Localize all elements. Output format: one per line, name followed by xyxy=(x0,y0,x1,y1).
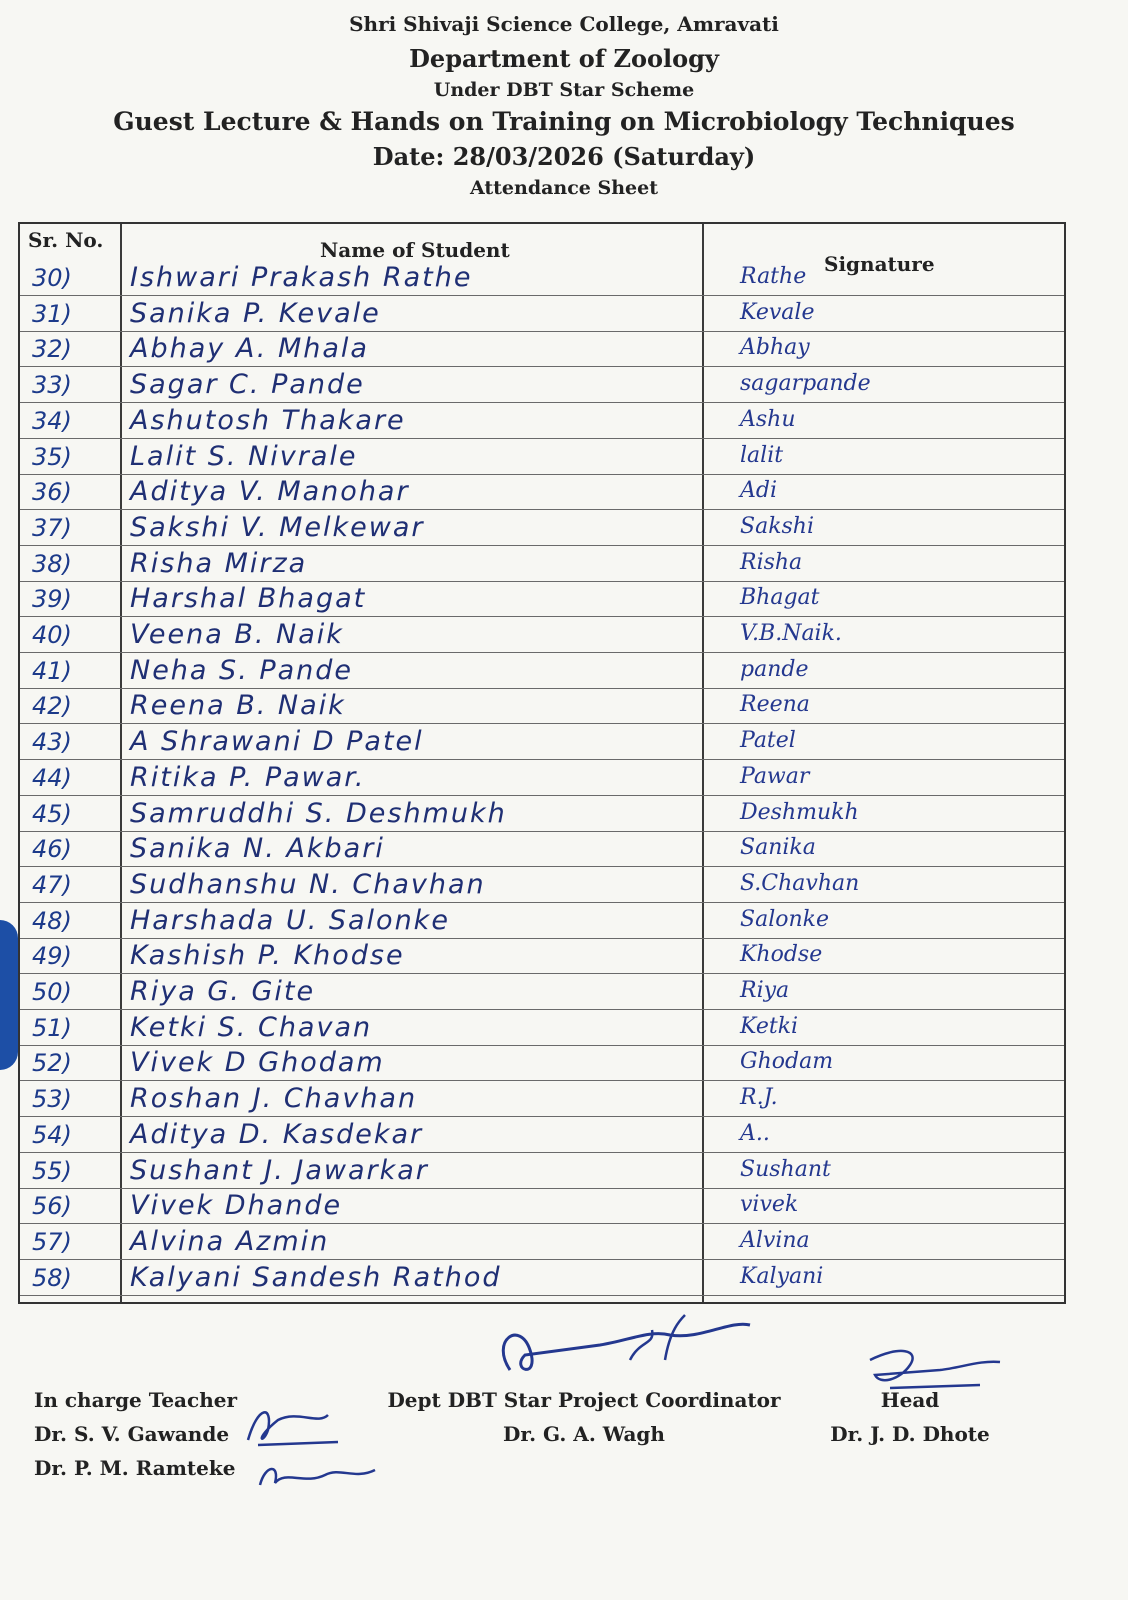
serial-number: 47) xyxy=(32,870,72,899)
table-row xyxy=(20,1153,1064,1189)
student-name: Sudhanshu N. Chavhan xyxy=(130,868,486,900)
student-name: Vivek D Ghodam xyxy=(130,1047,385,1079)
serial-number: 33) xyxy=(32,371,72,400)
student-name: Risha Mirza xyxy=(130,547,308,579)
student-signature: Sanika xyxy=(740,835,816,861)
table-row xyxy=(20,1045,1064,1081)
table-row xyxy=(20,831,1064,867)
student-signature: Adi xyxy=(740,478,778,504)
serial-number: 49) xyxy=(32,942,72,971)
coordinator-signature xyxy=(480,1300,760,1390)
table-row xyxy=(20,510,1064,546)
student-name: Roshan J. Chavhan xyxy=(130,1083,418,1115)
student-name: Kashish P. Khodse xyxy=(130,940,405,972)
table-row xyxy=(20,1117,1064,1153)
head-signature xyxy=(860,1340,1010,1400)
student-signature: Abhay xyxy=(740,335,810,361)
incharge-teacher-2: Dr. P. M. Ramteke xyxy=(34,1456,236,1480)
table-row xyxy=(20,724,1064,760)
student-signature: sagarpande xyxy=(740,371,871,397)
student-name: Sakshi V. Melkewar xyxy=(130,511,425,543)
table-row xyxy=(20,260,1064,296)
student-name: Aditya V. Manohar xyxy=(130,476,410,508)
table-row xyxy=(20,760,1064,796)
serial-number: 36) xyxy=(32,478,72,507)
attendance-table xyxy=(18,222,1066,1304)
table-row xyxy=(20,546,1064,582)
table-row xyxy=(20,1188,1064,1224)
serial-number: 42) xyxy=(32,692,72,721)
student-name: Harshal Bhagat xyxy=(130,583,367,615)
serial-number: 46) xyxy=(32,835,72,864)
serial-number: 44) xyxy=(32,763,72,792)
student-signature: Ashu xyxy=(740,406,796,432)
table-row xyxy=(20,653,1064,689)
serial-number: 35) xyxy=(32,442,72,471)
student-name: Samruddhi S. Deshmukh xyxy=(130,797,507,829)
student-name: Reena B. Naik xyxy=(130,690,346,722)
student-signature: Sushant xyxy=(740,1156,831,1182)
student-signature: R.J. xyxy=(740,1085,778,1111)
event-title: Guest Lecture & Hands on Training on Microbiology Techniques xyxy=(113,107,1015,136)
student-signature: Reena xyxy=(740,692,810,718)
serial-number: 53) xyxy=(32,1085,72,1114)
header-signature: Signature xyxy=(824,252,935,276)
student-signature: A.. xyxy=(740,1120,770,1146)
student-name: Ketki S. Chavan xyxy=(130,1011,373,1043)
student-signature: Deshmukh xyxy=(740,799,859,825)
serial-number: 31) xyxy=(32,299,72,328)
serial-number: 56) xyxy=(32,1192,72,1221)
incharge-title: In charge Teacher xyxy=(34,1388,237,1412)
table-row xyxy=(20,581,1064,617)
student-name: Aditya D. Kasdekar xyxy=(130,1118,424,1150)
incharge-teacher-1: Dr. S. V. Gawande xyxy=(34,1422,230,1446)
head-title: Head xyxy=(880,1388,940,1412)
student-signature: Rathe xyxy=(740,264,807,289)
student-name: Riya G. Gite xyxy=(130,976,316,1007)
department-name: Department of Zoology xyxy=(409,44,719,73)
student-signature: Kalyani xyxy=(740,1263,824,1289)
sheet-title: Attendance Sheet xyxy=(469,177,659,199)
sheet-header xyxy=(0,0,1128,199)
student-signature: Bhagat xyxy=(740,585,820,611)
serial-number: 45) xyxy=(32,799,72,828)
table-row xyxy=(20,974,1064,1010)
table-row xyxy=(20,688,1064,724)
student-signature: Pawar xyxy=(740,763,810,789)
serial-number: 58) xyxy=(32,1263,72,1292)
student-name: A Shrawani D Patel xyxy=(130,726,424,758)
table-row xyxy=(20,867,1064,903)
header-student-name: Name of Student xyxy=(320,238,510,262)
student-name: Vivek Dhande xyxy=(130,1190,343,1222)
student-name: Ashutosh Thakare xyxy=(130,404,406,436)
table-row xyxy=(20,1081,1064,1117)
serial-number: 41) xyxy=(32,656,72,685)
student-name: Sushant J. Jawarkar xyxy=(130,1154,429,1186)
student-signature: pande xyxy=(740,656,809,682)
table-row xyxy=(20,1224,1064,1260)
student-name: Kalyani Sandesh Rathod xyxy=(130,1261,502,1293)
student-signature: V.B.Naik. xyxy=(740,621,842,646)
incharge-signature-2 xyxy=(255,1455,385,1500)
table-row xyxy=(20,439,1064,475)
coordinator-title: Dept DBT Star Project Coordinator xyxy=(387,1388,781,1412)
student-signature: Sakshi xyxy=(740,513,815,539)
table-row xyxy=(20,903,1064,939)
serial-number: 39) xyxy=(32,585,72,614)
serial-number: 30) xyxy=(32,264,72,292)
table-row xyxy=(20,938,1064,974)
student-signature: lalit xyxy=(740,442,784,468)
serial-number: 34) xyxy=(32,406,72,435)
serial-number: 55) xyxy=(32,1156,72,1185)
scheme-name: Under DBT Star Scheme xyxy=(433,79,695,101)
student-signature: Khodse xyxy=(740,942,823,968)
serial-number: 32) xyxy=(32,335,72,364)
student-signature: Ketki xyxy=(740,1013,799,1039)
table-row xyxy=(20,474,1064,510)
serial-number: 50) xyxy=(32,978,72,1006)
student-name: Lalit S. Nivrale xyxy=(130,440,358,472)
coordinator-name: Dr. G. A. Wagh xyxy=(503,1422,665,1446)
project-coordinator xyxy=(384,1388,784,1456)
table-row xyxy=(20,331,1064,367)
serial-number: 48) xyxy=(32,906,72,935)
student-signature: Alvina xyxy=(740,1227,810,1253)
student-name: Sanika N. Akbari xyxy=(130,833,385,865)
student-signature: vivek xyxy=(740,1192,799,1218)
student-signature: Risha xyxy=(740,549,803,575)
header-sr-no: Sr. No. xyxy=(28,228,104,252)
serial-number: 40) xyxy=(32,621,72,649)
student-name: Harshada U. Salonke xyxy=(130,904,450,936)
table-row xyxy=(20,1260,1064,1296)
student-name: Abhay A. Mhala xyxy=(130,333,369,365)
student-name: Sanika P. Kevale xyxy=(130,297,381,329)
incharge-signature-1 xyxy=(238,1400,348,1450)
table-row xyxy=(20,296,1064,332)
serial-number: 57) xyxy=(32,1227,72,1256)
table-row xyxy=(20,367,1064,403)
student-signature: Riya xyxy=(740,978,790,1003)
student-name: Veena B. Naik xyxy=(130,619,344,650)
student-signature: Kevale xyxy=(740,299,815,325)
serial-number: 37) xyxy=(32,513,72,542)
serial-number: 38) xyxy=(32,549,72,578)
serial-number: 54) xyxy=(32,1120,72,1149)
student-name: Sagar C. Pande xyxy=(130,369,365,401)
serial-number: 43) xyxy=(32,728,72,757)
head-name: Dr. J. D. Dhote xyxy=(830,1422,990,1446)
table-row xyxy=(20,1010,1064,1046)
student-signature: Ghodam xyxy=(740,1049,834,1075)
event-date: Date: 28/03/2026 (Saturday) xyxy=(372,142,756,171)
serial-number: 51) xyxy=(32,1013,72,1042)
table-row xyxy=(20,796,1064,832)
student-signature: Salonke xyxy=(740,906,829,932)
table-row xyxy=(20,403,1064,439)
student-signature: S.Chavhan xyxy=(740,870,860,896)
student-name: Neha S. Pande xyxy=(130,654,354,686)
college-name: Shri Shivaji Science College, Amravati xyxy=(349,12,779,36)
student-signature: Patel xyxy=(740,728,796,754)
blue-binder-tab xyxy=(0,920,18,1070)
serial-number: 52) xyxy=(32,1049,72,1078)
incharge-teachers xyxy=(34,1388,237,1490)
student-name: Alvina Azmin xyxy=(130,1225,330,1257)
student-name: Ishwari Prakash Rathe xyxy=(130,262,473,293)
table-row xyxy=(20,617,1064,653)
student-name: Ritika P. Pawar. xyxy=(130,761,366,793)
